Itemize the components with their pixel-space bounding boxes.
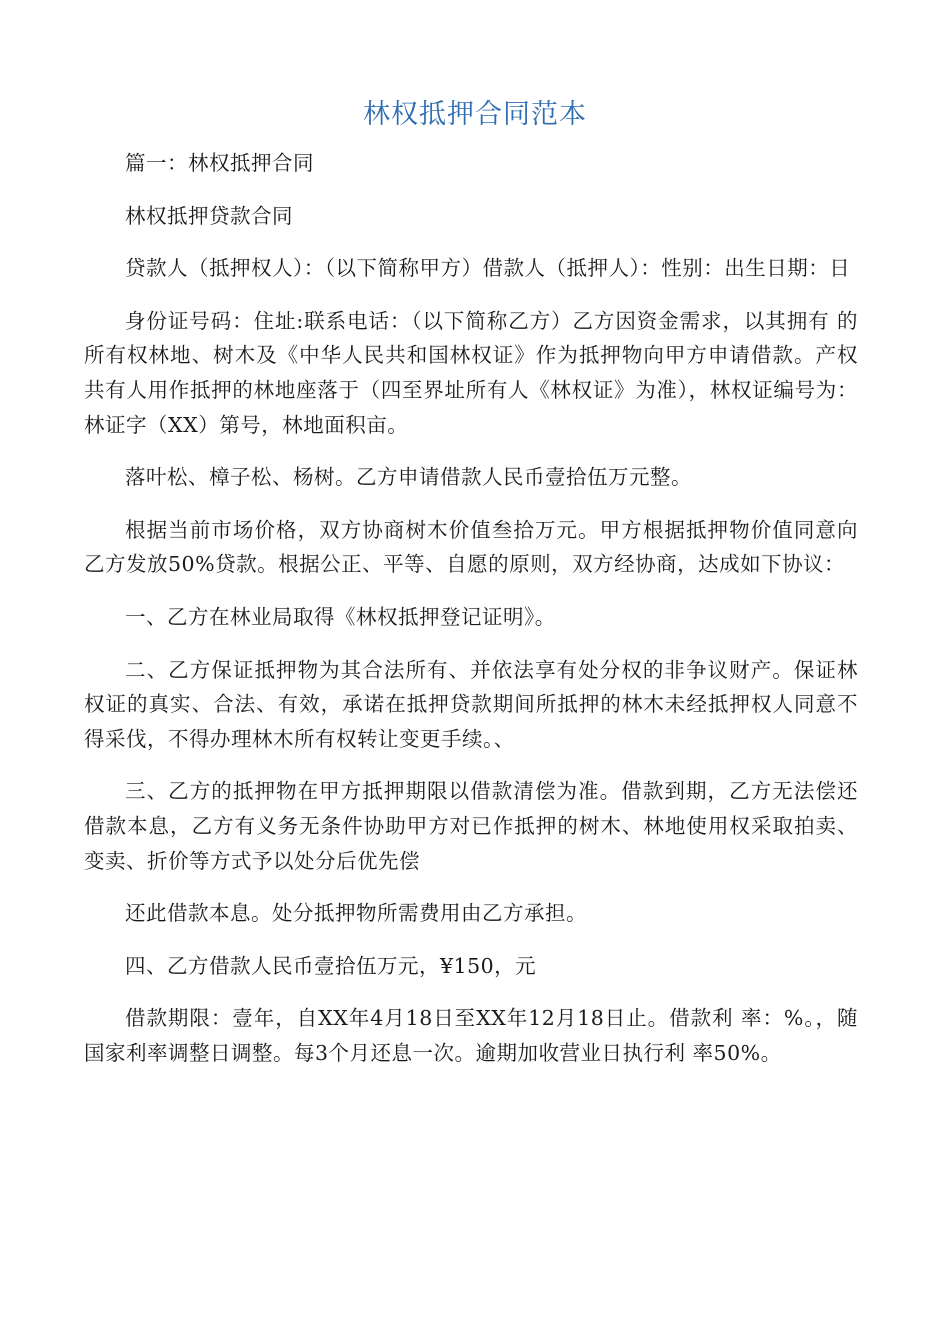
paragraph: 二、乙方保证抵押物为其合法所有、并依法享有处分权的非争议财产。保证林权证的真实、合法、有效，承诺在抵押贷款期间所抵押的林木未经抵押权人同意不得采伐，不得办理林木所有权转让变更手续。、 — [84, 657, 858, 751]
paragraph: 四、乙方借款人民币壹拾伍万元，¥150，元 — [125, 953, 537, 978]
paragraph: 身份证号码：住址:联系电话：（以下简称乙方）乙方因资金需求，以其拥有 的所有权林地、树木及《中华人民共和国林权证》作为抵押物向甲方申请借款。产权共有人用作抵押的林地座落于（四至界址所有人《林权证》为准），林权证编号为：林证字（XX）第号，林地面积亩。 — [84, 308, 858, 437]
paragraph: 一、乙方在林业局取得《林权抵押登记证明》。 — [125, 604, 556, 629]
document-body — [84, 146, 858, 1088]
paragraph: 林权抵押贷款合同 — [125, 203, 293, 228]
paragraph: 根据当前市场价格，双方协商树木价值叁拾万元。甲方根据抵押物价值同意向乙方发放50%贷款。根据公正、平等、自愿的原则，双方经协商，达成如下协议： — [84, 517, 858, 577]
document-title: 林权抵押合同范本 — [363, 99, 587, 130]
paragraph: 贷款人（抵押权人）：（以下简称甲方）借款人（抵押人）：性别：出生日期：日 — [125, 256, 851, 281]
paragraph: 借款期限：壹年，自XX年4月18日至XX年12月18日止。借款利 率：%。，随国家利率调整日调整。每3个月还息一次。逾期加收营业日执行利 率50%。 — [84, 1006, 858, 1065]
paragraph: 篇一：林权抵押合同 — [125, 151, 314, 175]
paragraph: 三、乙方的抵押物在甲方抵押期限以借款清偿为准。借款到期，乙方无法偿还借款本息，乙方有义务无条件协助甲方对已作抵押的树木、林地使用权采取拍卖、变卖、折价等方式予以处分后优先偿 — [84, 779, 858, 873]
paragraph: 还此借款本息。处分抵押物所需费用由乙方承担。 — [125, 901, 587, 926]
paragraph: 落叶松、樟子松、杨树。乙方申请借款人民币壹拾伍万元整。 — [125, 465, 692, 490]
